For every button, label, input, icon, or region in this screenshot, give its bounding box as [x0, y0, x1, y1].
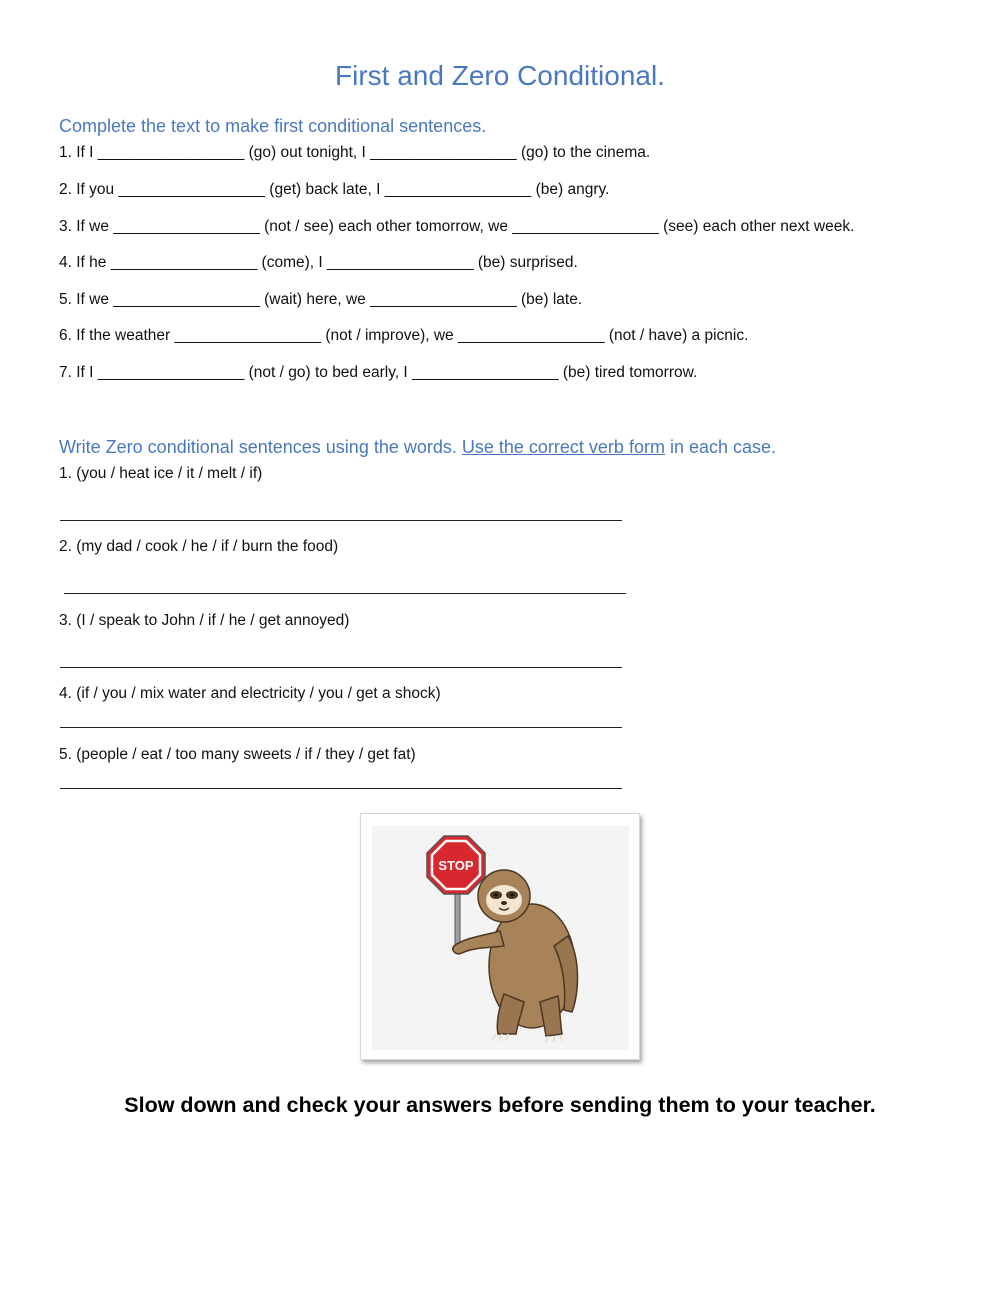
- answer-blank[interactable]: _________________: [174, 327, 322, 344]
- sloth-stop-sign-image: [360, 813, 640, 1060]
- sloth-leg-left: [497, 994, 524, 1034]
- instruction-text: Write Zero conditional sentences using the words.: [59, 437, 462, 457]
- item-text: 1. If I: [59, 144, 98, 161]
- answer-blank[interactable]: _________________: [370, 144, 517, 161]
- item-text: (be) tired tomorrow.: [558, 364, 698, 381]
- zero-conditional-prompt-5: 5. (people / eat / too many sweets / if / they / get fat): [59, 746, 416, 763]
- first-conditional-item-5: [59, 291, 582, 309]
- section1-instruction: Complete the text to make first conditional sentences.: [59, 116, 487, 136]
- zero-conditional-prompt-2: 2. (my dad / cook / he / if / burn the food): [59, 538, 339, 555]
- section2-instruction: [59, 437, 776, 458]
- eye-icon: [510, 893, 513, 896]
- worksheet-title: First and Zero Conditional.: [335, 60, 665, 91]
- image-background: [372, 826, 629, 1050]
- answer-blank[interactable]: _________________: [512, 218, 659, 235]
- answer-blank[interactable]: _________________: [457, 327, 605, 344]
- item-text: 5. If we: [59, 291, 114, 308]
- answer-blank[interactable]: _________________: [97, 364, 245, 381]
- item-text: 6. If the weather: [59, 327, 175, 344]
- item-text: 3. If we: [59, 218, 114, 235]
- zero-conditional-prompt-3: 3. (I / speak to John / if / he / get annoyed): [59, 612, 350, 629]
- answer-blank[interactable]: _________________: [110, 254, 258, 271]
- item-text: (get) back late, I: [265, 181, 385, 198]
- nose-icon: [501, 901, 507, 905]
- answer-line-5[interactable]: [60, 788, 622, 789]
- zero-conditional-prompt-1: 1. (you / heat ice / it / melt / if): [59, 465, 263, 482]
- item-text: (go) to the cinema.: [516, 144, 651, 161]
- eye-icon: [494, 893, 497, 896]
- item-text: 2. If you: [59, 181, 119, 198]
- first-conditional-item-7: [59, 364, 697, 382]
- item-text: (wait) here, we: [259, 291, 371, 308]
- item-text: 7. If I: [59, 364, 98, 381]
- item-text: (not / go) to bed early, I: [244, 364, 413, 381]
- answer-blank[interactable]: _________________: [113, 291, 260, 308]
- answer-line-4[interactable]: [60, 727, 622, 728]
- item-text: (come), I: [257, 254, 328, 271]
- first-conditional-item-1: [59, 144, 650, 162]
- answer-blank[interactable]: _________________: [113, 218, 260, 235]
- answer-blank[interactable]: _________________: [370, 291, 517, 308]
- first-conditional-item-6: [59, 327, 748, 345]
- answer-blank[interactable]: _________________: [412, 364, 559, 381]
- answer-line-3[interactable]: [60, 667, 622, 668]
- answer-blank[interactable]: _________________: [97, 144, 245, 161]
- first-conditional-item-4: [59, 254, 578, 272]
- item-text: (not / have) a picnic.: [604, 327, 749, 344]
- item-text: 4. If he: [59, 254, 111, 271]
- claws-icon: [492, 1034, 508, 1041]
- item-text: (be) surprised.: [473, 254, 578, 271]
- instruction-text: in each case.: [664, 437, 777, 457]
- item-text: (go) out tonight, I: [244, 144, 371, 161]
- item-text: (not / see) each other tomorrow, we: [259, 218, 513, 235]
- answer-blank[interactable]: _________________: [118, 181, 265, 198]
- item-text: (be) angry.: [531, 181, 610, 198]
- answer-blank[interactable]: _________________: [384, 181, 532, 198]
- answer-blank[interactable]: _________________: [327, 254, 474, 271]
- footer-reminder: Slow down and check your answers before sending them to your teacher.: [124, 1093, 876, 1117]
- first-conditional-item-3: [59, 218, 854, 236]
- stop-sign-text: STOP: [438, 858, 474, 873]
- item-text: (be) late.: [516, 291, 583, 308]
- instruction-underlined-text: Use the correct verb form: [461, 437, 665, 457]
- first-conditional-item-2: [59, 181, 609, 199]
- sloth-illustration: [372, 826, 629, 1050]
- answer-line-1[interactable]: [60, 520, 622, 521]
- item-text: (not / improve), we: [321, 327, 458, 344]
- item-text: (see) each other next week.: [658, 218, 855, 235]
- answer-line-2[interactable]: [64, 593, 626, 594]
- zero-conditional-prompt-4: 4. (if / you / mix water and electricity / you / get a shock): [59, 685, 441, 702]
- sloth-leg-right: [540, 996, 562, 1036]
